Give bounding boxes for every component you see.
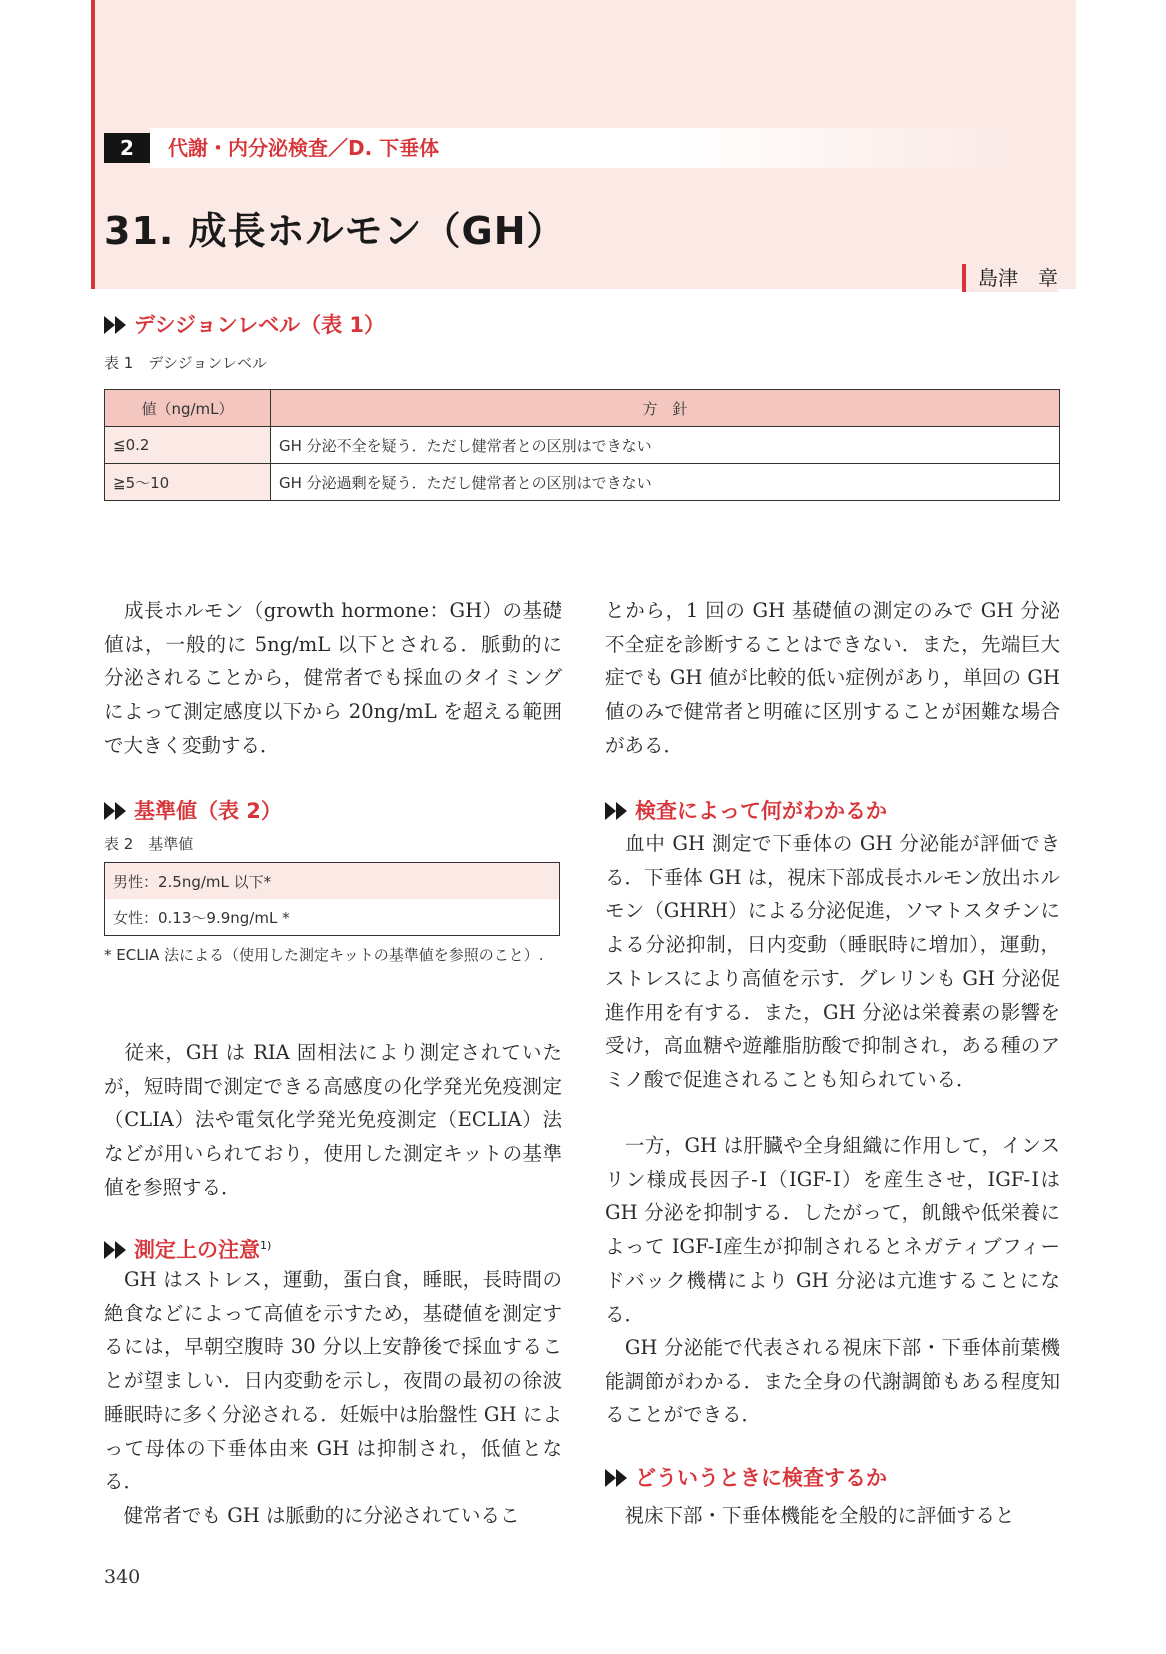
findings-paragraph-3: GH 分泌能で代表される視床下部・下垂体前葉機能調節がわかる．また全身の代謝調節もある程度知ることができる． [605, 1336, 1060, 1427]
findings-paragraph-1: 血中 GH 測定で下垂体の GH 分泌能が評価できる．下垂体 GH は，視床下部成長ホルモン放出ホルモン（GHRH）による分泌促進，ソマトスタチンによる分泌抑制，日内変動（睡眠時に増加），運動，ストレスにより高値を示す．グレリンも GH 分泌促進作用を有する．また，GH 分泌は栄養素の影響を受け，高血糖や遊離脂肪酸で抑制され，ある種のアミノ酸で促進されることも知られている． [605, 832, 1060, 1091]
table-cell-value: ≧5～10 [105, 464, 271, 501]
table-row [105, 427, 1060, 464]
table-row [105, 899, 560, 936]
double-arrow-icon [104, 316, 130, 334]
findings-paragraph-2: 一方，GH は肝臓や全身組織に作用して，インスリン様成長因子-Ⅰ（IGF-Ⅰ）を産生させ，IGF-Ⅰは GH 分泌を抑制する．したがって，飢餓や低栄養によって IGF-Ⅰ産生が抑制されるとネガティブフィードバック機構により GH 分泌は亢進することになる． [605, 1134, 1060, 1326]
section-heading-decision-level [104, 311, 385, 339]
table-cell: 男性：2.5ng/mL 以下* [105, 863, 560, 900]
column-header-policy: 方 針 [271, 390, 1060, 427]
caution-paragraph-2: 健常者でも GH は脈動的に分泌されているこ [104, 1504, 520, 1527]
chapter-title: 代謝・内分泌検査／D. 下垂体 [150, 128, 1020, 168]
method-paragraph: 従来，GH は RIA 固相法により測定されていたが，短時間で測定できる高感度の化学発光免疫測定（CLIA）法や電気化学発光免疫測定（ECLIA）法などが用いられており，使用した測定キットの基準値を参照する． [104, 1041, 562, 1199]
page-title: 31. 成長ホルモン（GH） [104, 209, 566, 253]
table2-caption: 表 2 基準値 [104, 835, 194, 853]
double-arrow-icon [605, 1469, 631, 1487]
caution-paragraph-1: GH はストレス，運動，蛋白食，睡眠，長時間の絶食などによって高値を示すため，基礎値を測定するには，早朝空腹時 30 分以上安静後で採血することが望ましい．日内変動を示し，夜間の最初の徐波睡眠時に多く分泌される．妊娠中は胎盤性 GH によって母体の下垂体由来 GH は抑制され，低値となる． [104, 1268, 562, 1494]
section-heading-caution [104, 1232, 271, 1260]
section-heading-text: 基準値（表 2） [134, 799, 282, 823]
double-arrow-icon [605, 802, 631, 820]
section-heading-text: どういうときに検査するか [635, 1466, 887, 1490]
intro-paragraph: 成長ホルモン（growth hormone：GH）の基礎値は，一般的に 5ng/mL 以下とされる．脈動的に分泌されることから，健常者でも採血のタイミングによって測定感度以下から 20ng/mL を超える範囲で大きく変動する． [104, 599, 562, 757]
section-heading-when [605, 1464, 887, 1492]
reference-value-table [104, 862, 560, 936]
chapter-number: 2 [104, 133, 150, 163]
table-row [105, 863, 560, 900]
continued-paragraph: とから，1 回の GH 基礎値の測定のみで GH 分泌不全症を診断することはできない．また，先端巨大症でも GH 値が比較的低い症例があり，単回の GH 値のみで健常者と明確に区別することが困難な場合がある． [605, 599, 1060, 757]
table-cell-value: ≦0.2 [105, 427, 271, 464]
header-rule [91, 0, 95, 289]
reference-marker: 1) [260, 1239, 272, 1252]
section-heading-text: 測定上の注意 [134, 1238, 260, 1262]
section-heading-text: デシジョンレベル（表 1） [134, 313, 386, 337]
section-heading-text: 検査によって何がわかるか [635, 799, 887, 823]
table-cell: 女性：0.13～9.9ng/mL * [113, 908, 290, 927]
double-arrow-icon [104, 1241, 130, 1259]
table-header-row [105, 390, 1060, 427]
column-header-value: 値（ng/mL） [105, 390, 271, 427]
decision-level-table [104, 389, 1060, 501]
double-arrow-icon [104, 802, 130, 820]
table-cell-policy: GH 分泌過剰を疑う．ただし健常者との区別はできない [271, 464, 1060, 501]
section-heading-reference [104, 797, 282, 825]
page-number: 340 [104, 1566, 141, 1588]
table-cell-policy: GH 分泌不全を疑う．ただし健常者との区別はできない [271, 427, 1060, 464]
table-row [105, 464, 1060, 501]
author-name: 島津 章 [962, 264, 1058, 292]
table2-footnote: * ECLIA 法による（使用した測定キットの基準値を参照のこと）. [104, 946, 544, 964]
table1-caption: 表 1 デシジョンレベル [104, 354, 267, 372]
when-paragraph: 視床下部・下垂体機能を全般的に評価すると [605, 1504, 1015, 1527]
section-heading-findings [605, 797, 887, 825]
